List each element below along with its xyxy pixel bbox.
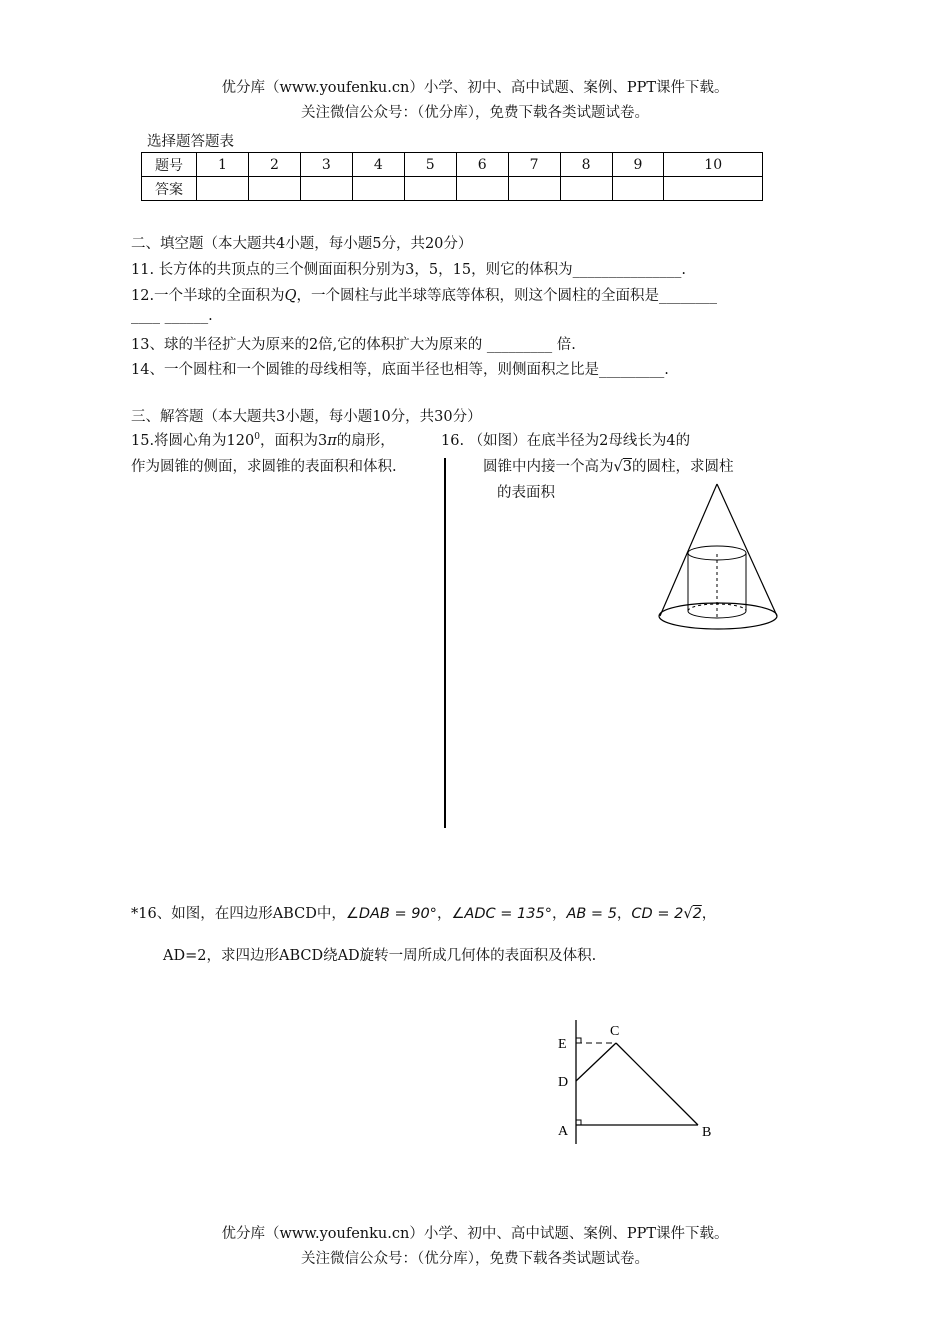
answer-cell[interactable] (197, 177, 249, 201)
header-line-1: 优分库（www.youfenku.cn）小学、初中、高中试题、案例、PPT课件下载。 (221, 80, 729, 96)
label-b: B (702, 1125, 712, 1140)
cone-base (659, 603, 777, 629)
condition-ab: AB = 5 (566, 906, 617, 922)
question-12-blank: ____ ______. (131, 308, 213, 324)
question-12-text-a: 12.一个半球的全面积为 (131, 288, 285, 304)
answer-cell[interactable] (612, 177, 664, 201)
table-row-label: 答案 (142, 177, 197, 201)
label-c: C (610, 1024, 620, 1039)
answer-cell[interactable] (404, 177, 456, 201)
condition-cd: CD = 2 (631, 906, 684, 922)
question-13: 13、球的半径扩大为原来的2倍,它的体积扩大为原来的 _________ 倍. (131, 337, 576, 353)
section2-heading: 二、填空题（本大题共4小题，每小题5分，共20分） (131, 236, 473, 252)
sqrt-radicand: 3 (622, 459, 632, 475)
right-angle-a (576, 1120, 581, 1125)
answer-cell[interactable] (508, 177, 560, 201)
question-number: 3 (300, 153, 352, 177)
pi-symbol: π (327, 433, 337, 449)
condition-angle-dab: ∠DAB = 90° (345, 906, 437, 922)
table-row (142, 177, 763, 201)
question-16-text-b: 的圆柱，求圆柱 (631, 459, 734, 475)
bonus-prefix: *16、如图，在四边形ABCD中， (131, 906, 346, 922)
question-number: 4 (352, 153, 404, 177)
question-16-line-3: 的表面积 (497, 485, 555, 501)
right-angle-e (576, 1038, 581, 1043)
column-divider (444, 458, 446, 828)
quadrilateral-figure (550, 1018, 725, 1148)
header-line-2: 关注微信公众号：（优分库），免费下载各类试题试卷。 (301, 105, 649, 121)
question-16-line-1: 16. （如图）在底半径为2母线长为4的 (441, 433, 691, 449)
question-number: 10 (664, 153, 763, 177)
question-15-line-1 (131, 429, 395, 450)
question-number: 2 (248, 153, 300, 177)
cone-right-edge (717, 484, 777, 616)
question-16-text-a: 圆锥中内接一个高为 (483, 459, 614, 475)
degree-superscript: 0 (254, 432, 260, 443)
answer-cell[interactable] (664, 177, 763, 201)
question-number: 7 (508, 153, 560, 177)
sqrt-symbol: √ (683, 906, 693, 922)
answer-cell[interactable] (456, 177, 508, 201)
bonus-question-line-2: AD=2，求四边形ABCD绕AD旋转一周所成几何体的表面积及体积. (163, 948, 597, 964)
question-number: 8 (560, 153, 612, 177)
question-15-text-a: 15.将圆心角为120 (131, 433, 255, 449)
cylinder-top (688, 546, 746, 560)
cone-cylinder-figure (650, 478, 790, 638)
table-row-label: 题号 (142, 153, 197, 177)
answer-cell[interactable] (248, 177, 300, 201)
segment-dc (576, 1043, 616, 1081)
question-15-text-c: 的扇形， (336, 433, 395, 449)
answer-cell[interactable] (560, 177, 612, 201)
question-number: 1 (197, 153, 249, 177)
question-number: 5 (404, 153, 456, 177)
footer-line-1: 优分库（www.youfenku.cn）小学、初中、高中试题、案例、PPT课件下载。 (221, 1226, 729, 1242)
label-a: A (558, 1124, 569, 1139)
question-12-text-b: ，一个圆柱与此半球等底等体积，则这个圆柱的全面积是________ (296, 288, 717, 304)
question-12 (131, 284, 717, 305)
table-row (142, 153, 763, 177)
answer-cell[interactable] (352, 177, 404, 201)
condition-cd-radicand: 2 (692, 906, 702, 922)
question-16-line-2 (483, 455, 733, 476)
question-number: 9 (612, 153, 664, 177)
answer-cell[interactable] (300, 177, 352, 201)
answer-table-title: 选择题答题表 (147, 134, 234, 150)
label-d: D (558, 1075, 569, 1090)
question-11: 11. 长方体的共顶点的三个侧面面积分别为3，5，15，则它的体积为_______________. (131, 262, 686, 278)
condition-angle-adc: ∠ADC = 135° (451, 906, 552, 922)
question-number: 6 (456, 153, 508, 177)
label-e: E (558, 1037, 567, 1052)
footer-line-2: 关注微信公众号：（优分库），免费下载各类试题试卷。 (301, 1251, 649, 1267)
variable-q: Q (284, 288, 297, 304)
question-14: 14、一个圆柱和一个圆锥的母线相等，底面半径也相等，则侧面积之比是_________. (131, 362, 669, 378)
segment-cb (616, 1043, 698, 1125)
section3-heading: 三、解答题（本大题共3小题，每小题10分，共30分） (131, 409, 482, 425)
bonus-question-line-1: *16、如图，在四边形ABCD中，∠DAB = 90°，∠ADC = 135°，AB = 5，CD = 2√2， (131, 906, 717, 922)
answer-table (141, 152, 763, 201)
sqrt-symbol: √ (613, 459, 623, 475)
question-15-text-b: ，面积为3 (259, 433, 328, 449)
question-15-line-2: 作为圆锥的侧面，求圆锥的表面积和体积. (131, 459, 397, 475)
